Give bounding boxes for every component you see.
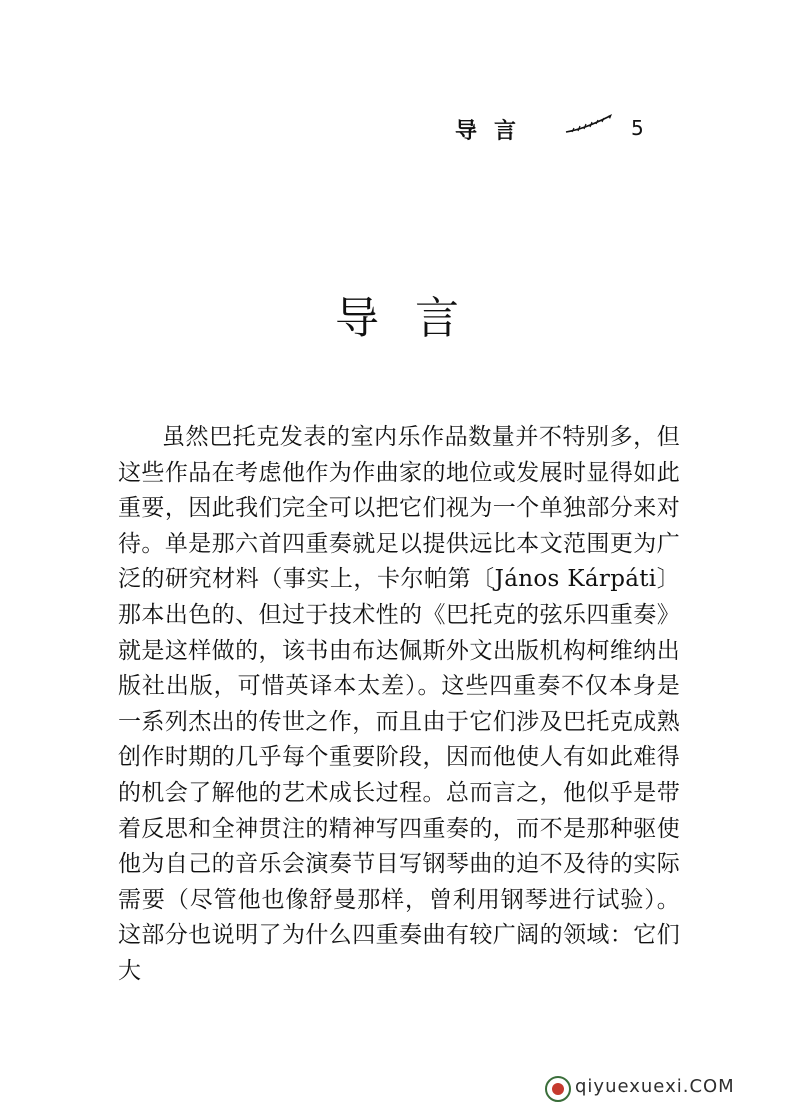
watermark [545, 1072, 785, 1106]
page-number: 5 [631, 116, 644, 140]
body-paragraph: 虽然巴托克发表的室内乐作品数量并不特别多，但这些作品在考虑他作为作曲家的地位或发展时显得如此重要，因此我们完全可以把它们视为一个单独部分来对待。单是那六首四重奏就足以提供远比本文范围更为广泛的研究材料（事实上，卡尔帕第〔János Kárpáti〕那本出色的、但过于技术性的《巴托克的弦乐四重奏》就是这样做的，该书由布达佩斯外文出版机构柯维纳出版社出版，可惜英译本太差）。这些四重奏不仅本身是一系列杰出的传世之作，而且由于它们涉及巴托克成熟创作时期的几乎每个重要阶段，因而他使人有如此难得的机会了解他的艺术成长过程。总而言之，他似乎是带着反思和全神贯注的精神写四重奏的，而不是那种驱使他为自己的音乐会演奏节目写钢琴曲的迫不及待的实际需要（尽管他也像舒曼那样，曾利用钢琴进行试验）。这部分也说明了为什么四重奏曲有较广阔的领域：它们大 [118, 424, 680, 984]
watermark-logo-icon [545, 1076, 571, 1102]
running-header [455, 112, 655, 146]
ornament-flourish-icon [564, 112, 614, 136]
running-header-title: 导言 [455, 119, 534, 144]
watermark-text: qiyuexuexi.COM [575, 1076, 735, 1097]
chapter-title: 导言 [335, 293, 495, 344]
